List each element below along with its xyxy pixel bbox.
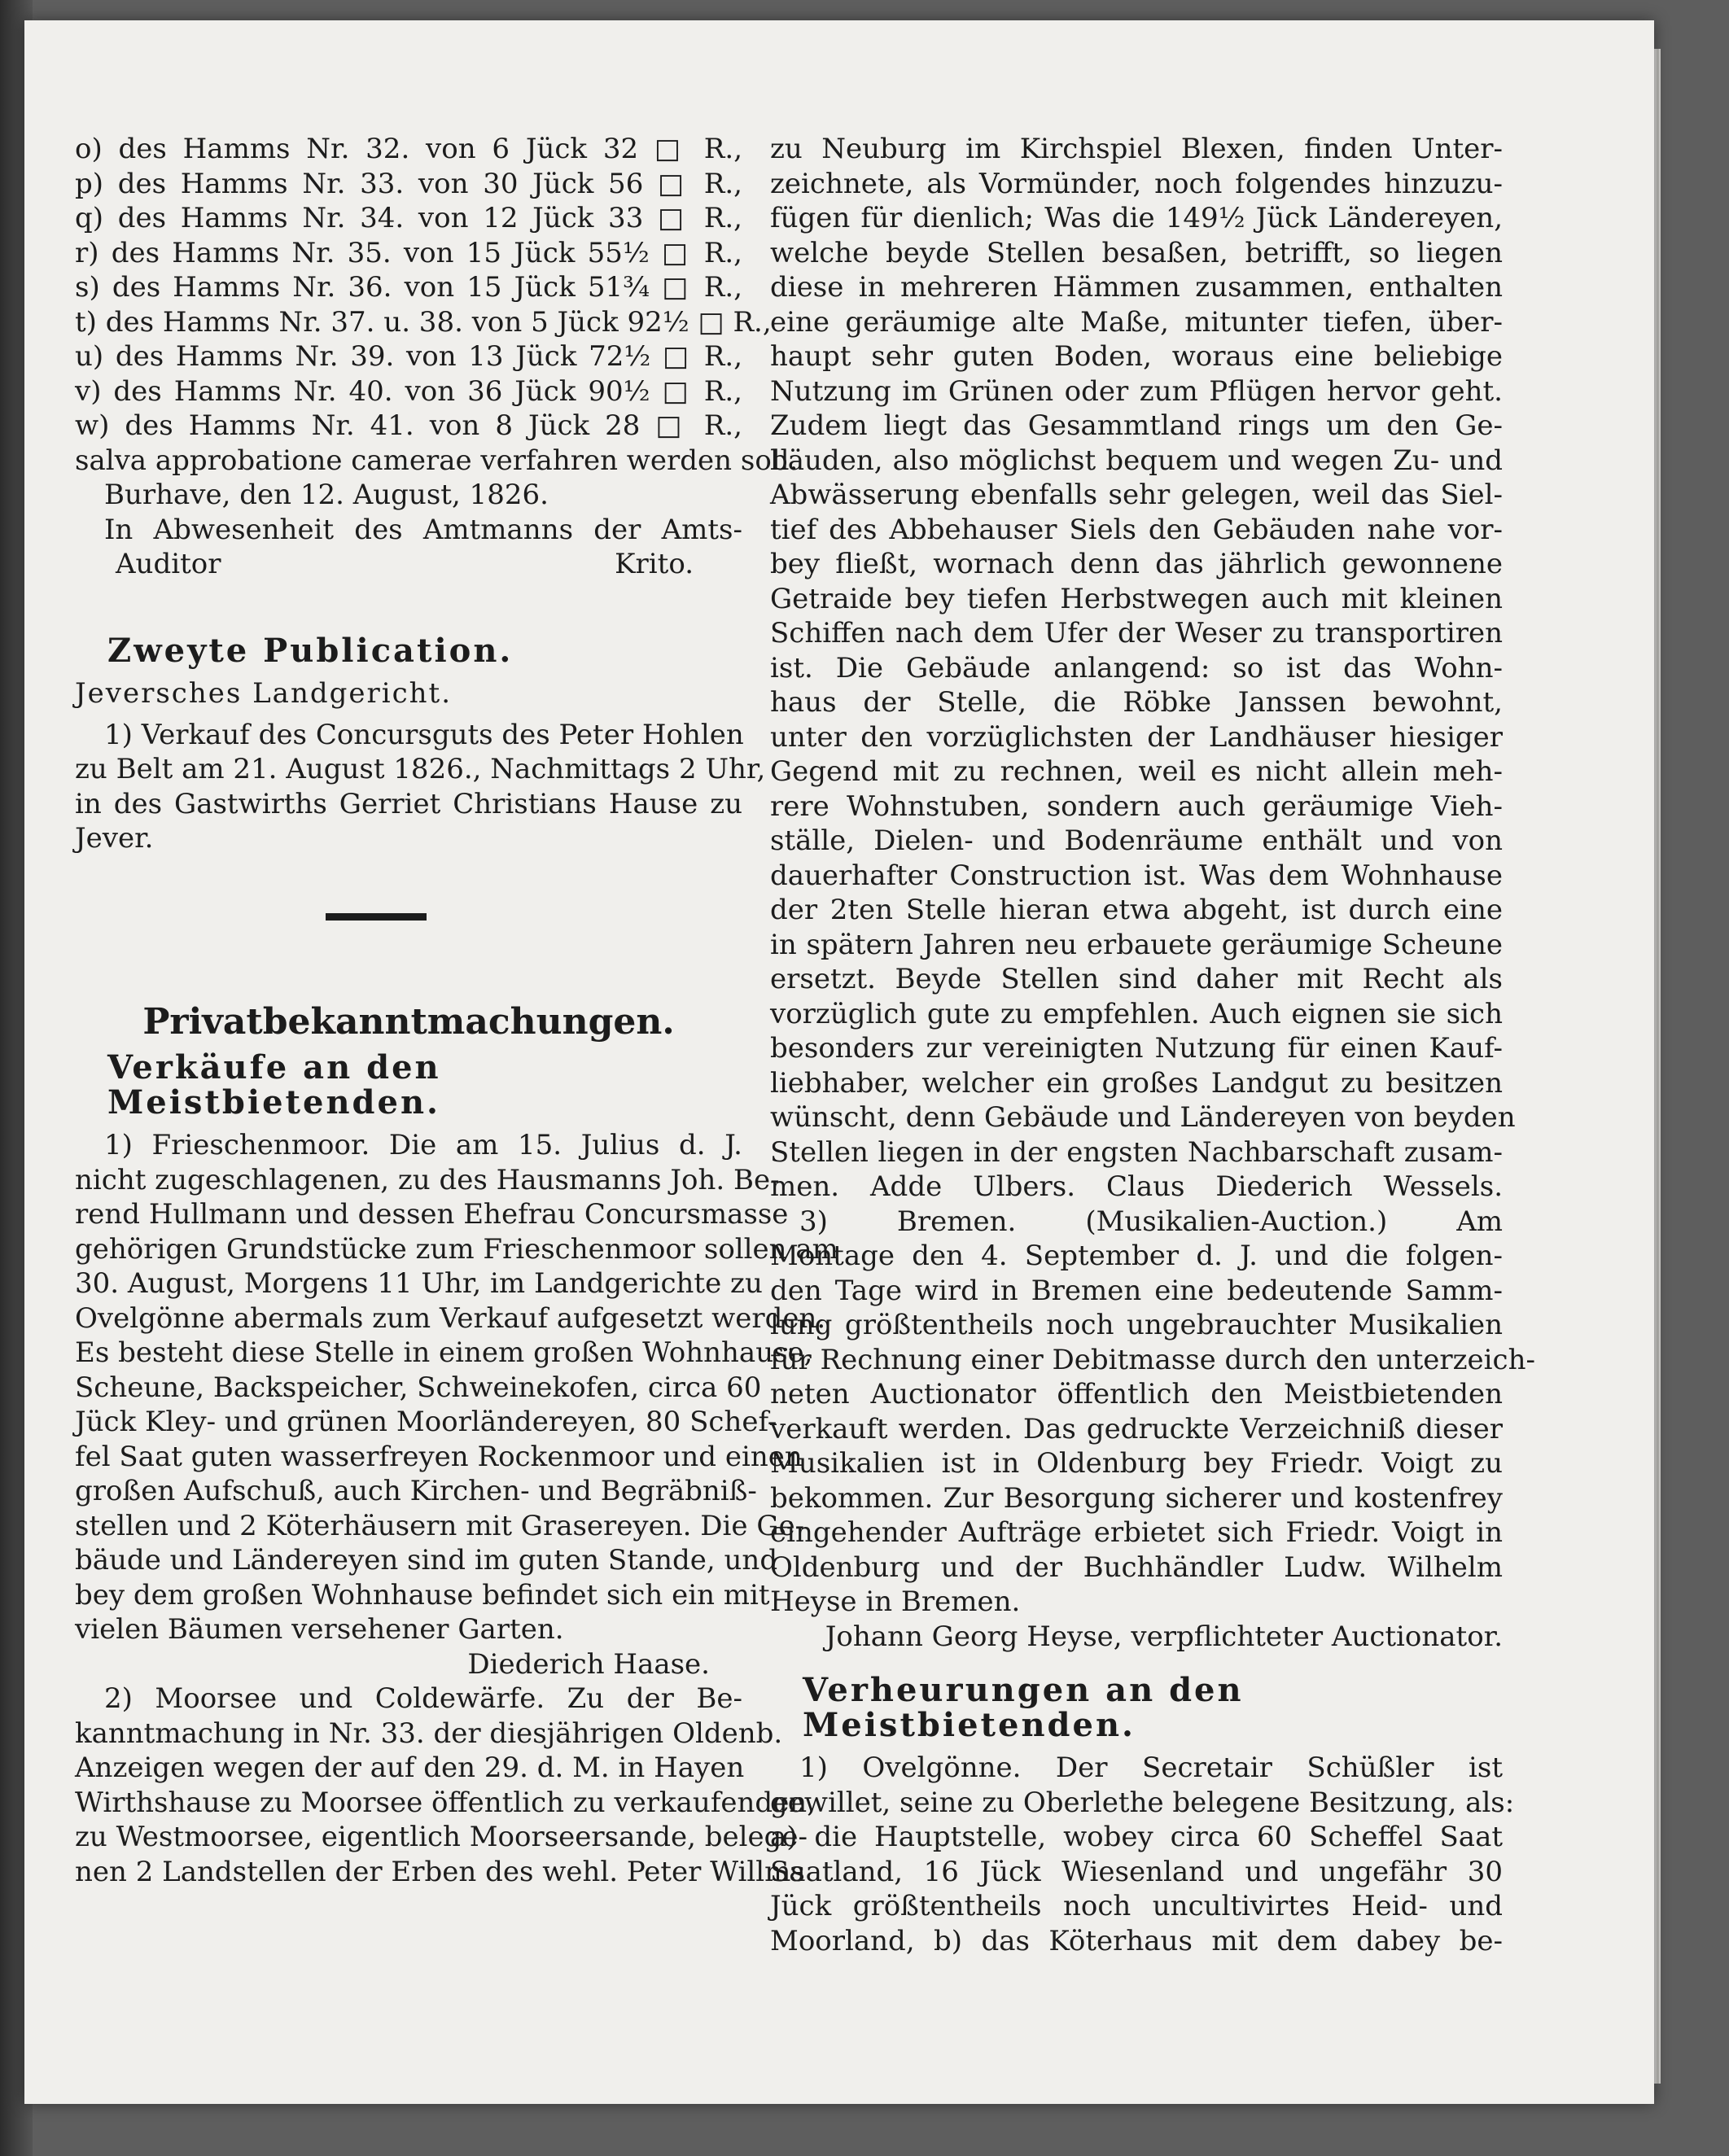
list-item: s) des Hamms Nr. 36. von 15 Jück 51¾ □ R., bbox=[75, 271, 742, 304]
text-line: kanntmachung in Nr. 33. der diesjährigen Oldenb. bbox=[75, 1716, 783, 1750]
item-frieschenmoor bbox=[75, 1128, 838, 1647]
lease-title: Verheurungen an den Meistbietenden. bbox=[803, 1671, 1244, 1744]
text-line: verkauft werden. Das gedruckte Verzeichniß dieser bbox=[770, 1412, 1503, 1445]
text-line: besonders zur vereinigten Nutzung für einen Kauf- bbox=[770, 1032, 1503, 1065]
sale-notice bbox=[75, 718, 766, 856]
list-item: p) des Hamms Nr. 33. von 30 Jück 56 □ R., bbox=[75, 167, 742, 200]
text-line: nen 2 Landstellen der Erben des wehl. Peter Willms bbox=[75, 1855, 805, 1888]
text-line: Ovelgönne abermals zum Verkauf aufgesetzt werden. bbox=[75, 1301, 826, 1335]
text-line: Musikalien ist in Oldenburg bey Friedr. Voigt zu bbox=[770, 1447, 1503, 1480]
list-item: r) des Hamms Nr. 35. von 15 Jück 55½ □ R., bbox=[75, 236, 742, 269]
text-line: zu Westmoorsee, eigentlich Moorseersande, belege- bbox=[75, 1821, 808, 1853]
text-line: wünscht, denn Gebäude und Ländereyen von beyden bbox=[770, 1101, 1516, 1134]
text-line: ställe, Dielen- und Bodenräume enthält und von bbox=[770, 824, 1503, 857]
text-line: gewillet, seine zu Oberlethe belegene Besitzung, als: bbox=[770, 1786, 1515, 1819]
text-line: Getraide bey tiefen Herbstwegen auch mit kleinen bbox=[770, 582, 1503, 615]
text-line: Heyse in Bremen. bbox=[770, 1585, 1021, 1618]
text-line: Schiffen nach dem Ufer der Weser zu transportiren bbox=[770, 617, 1503, 649]
text-line: bekommen. Zur Besorgung sicherer und kostenfrey bbox=[770, 1481, 1503, 1515]
text-line: men. Adde Ulbers. Claus Diederich Wessels. bbox=[770, 1170, 1503, 1203]
list-item: u) des Hamms Nr. 39. von 13 Jück 72½ □ R., bbox=[75, 340, 742, 373]
list-item: w) des Hamms Nr. 41. von 8 Jück 28 □ R., bbox=[75, 409, 742, 442]
text-line: großen Aufschuß, auch Kirchen- und Begräbniß- bbox=[75, 1475, 757, 1507]
text-line: vorzüglich gute zu empfehlen. Auch eignen sie sich bbox=[770, 997, 1503, 1030]
text-line: Gegend mit zu rechnen, weil es nicht allein meh- bbox=[770, 755, 1503, 788]
text-line: eine geräumige alte Maße, mitunter tiefen, über- bbox=[770, 305, 1503, 339]
text-line: haus der Stelle, die Röbke Janssen bewohnt, bbox=[770, 686, 1503, 719]
sales-subtitle: Verkäufe an den Meistbietenden. bbox=[107, 1048, 441, 1122]
item-bremen-auction bbox=[770, 1205, 1535, 1620]
text-line: Jück Kley- und grünen Moorländereyen, 80 Schef- bbox=[75, 1406, 777, 1438]
text-line: für Rechnung einer Debitmasse durch den unterzeich- bbox=[770, 1343, 1535, 1376]
text-line: unter den vorzüglichsten der Landhäuser hiesiger bbox=[770, 720, 1503, 754]
signature-haase: Diederich Haase. bbox=[467, 1647, 710, 1681]
text-line: Moorland, b) das Köterhaus mit dem dabey be- bbox=[770, 1924, 1503, 1957]
text-line: rend Hullmann und dessen Ehefrau Concursmasse bbox=[75, 1198, 789, 1231]
text-line: 30. August, Morgens 11 Uhr, im Landgerichte zu bbox=[75, 1267, 763, 1300]
hamm-list bbox=[75, 132, 799, 478]
item-moorsee bbox=[75, 1682, 816, 1889]
text-line: a) die Hauptstelle, wobey circa 60 Scheffel Saat bbox=[770, 1821, 1503, 1853]
text-line: ist. Die Gebäude anlangend: so ist das Wohn- bbox=[770, 651, 1503, 684]
text-line: 1) Ovelgönne. Der Secretair Schüßler ist bbox=[799, 1751, 1503, 1784]
list-item: t) des Hamms Nr. 37. u. 38. von 5 Jück 92½ □ R., bbox=[75, 305, 772, 339]
text-line: bäude und Ländereyen sind im guten Stande, und bbox=[75, 1544, 778, 1577]
absence-note: In Abwesenheit des Amtmanns der Amts- bbox=[104, 513, 742, 546]
place-date: Burhave, den 12. August, 1826. bbox=[104, 479, 549, 511]
item-moorsee-continued bbox=[770, 132, 1516, 1205]
text-line: 2) Moorsee und Coldewärfe. Zu der Be- bbox=[104, 1682, 742, 1715]
list-item: o) des Hamms Nr. 32. von 6 Jück 32 □ R., bbox=[75, 133, 742, 165]
auditor-name: Krito. bbox=[615, 548, 694, 580]
text-line: den Tage wird in Bremen eine bedeutende Samm- bbox=[770, 1274, 1503, 1307]
text-line: stellen und 2 Köterhäusern mit Grasereyen. Die Ge- bbox=[75, 1509, 805, 1542]
right-column bbox=[770, 132, 1535, 1958]
text-line: zu Belt am 21. August 1826., Nachmittags 2 Uhr, bbox=[75, 753, 766, 785]
text-line: Wirthshause zu Moorsee öffentlich zu verkaufenden, bbox=[75, 1786, 816, 1819]
text-line: liebhaber, welcher ein großes Landgut zu besitzen bbox=[770, 1066, 1503, 1100]
text-line: Jück größtentheils noch uncultivirtes Heid- und bbox=[770, 1890, 1503, 1922]
list-item: q) des Hamms Nr. 34. von 12 Jück 33 □ R., bbox=[75, 202, 742, 234]
text-line: zeichnete, als Vormünder, noch folgendes hinzuzu- bbox=[770, 167, 1503, 200]
text-line: 1) Verkauf des Concursguts des Peter Hohlen bbox=[104, 718, 744, 751]
text-line: Scheune, Backspeicher, Schweinekofen, circa 60 bbox=[75, 1371, 762, 1404]
text-line: ersetzt. Beyde Stellen sind daher mit Recht als bbox=[770, 963, 1503, 995]
section-divider bbox=[326, 913, 427, 921]
text-line: eingehender Aufträge erbietet sich Friedr. Voigt in bbox=[770, 1516, 1503, 1549]
text-line: diese in mehreren Hämmen zusammen, enthalten bbox=[770, 271, 1503, 304]
text-line: rere Wohnstuben, sondern auch geräumige Vieh- bbox=[770, 789, 1503, 823]
text-line: bey dem großen Wohnhause befindet sich ein mit bbox=[75, 1578, 770, 1612]
second-publication-title: Zweyte Publication. bbox=[107, 631, 514, 670]
text-line: lung größtentheils noch ungebrauchter Musikalien bbox=[770, 1309, 1503, 1341]
private-announcements-title: Privatbekanntmachungen. bbox=[142, 1000, 675, 1043]
text-line: fügen für dienlich; Was die 149½ Jück Ländereyen, bbox=[770, 202, 1503, 234]
text-line: in spätern Jahren neu erbauete geräumige Scheune bbox=[770, 928, 1503, 961]
text-line: Jever. bbox=[75, 822, 154, 855]
auditor-signature bbox=[75, 547, 742, 582]
text-line: Saatland, 16 Jück Wiesenland und ungefähr 30 bbox=[770, 1855, 1503, 1888]
text-line: nicht zugeschlagenen, zu des Hausmanns Joh. Be- bbox=[75, 1163, 780, 1196]
text-line: Stellen liegen in der engsten Nachbarschaft zusam- bbox=[770, 1135, 1503, 1169]
left-column bbox=[75, 132, 838, 1889]
item-ovelgoenne bbox=[770, 1751, 1515, 1958]
text-line: Es besteht diese Stelle in einem großen Wohnhause, bbox=[75, 1336, 813, 1369]
text-line: Oldenburg und der Buchhändler Ludw. Wilhelm bbox=[770, 1550, 1503, 1584]
text-line: Anzeigen wegen der auf den 29. d. M. in Hayen bbox=[75, 1751, 745, 1784]
document-page bbox=[24, 20, 1654, 2104]
text-line: Abwässerung ebenfalls sehr gelegen, weil das Siel- bbox=[770, 479, 1503, 511]
text-line: Nutzung im Grünen oder zum Pflügen hervor geht. bbox=[770, 374, 1503, 408]
auditor-label: Auditor bbox=[116, 548, 221, 580]
text-line: in des Gastwirths Gerriet Christians Hause zu bbox=[75, 787, 742, 820]
text-line: bey fließt, wornach denn das jährlich gewonnene bbox=[770, 548, 1503, 580]
text-line: dauerhafter Construction ist. Was dem Wohnhause bbox=[770, 859, 1503, 892]
text-line: fel Saat guten wasserfreyen Rockenmoor und einen bbox=[75, 1440, 803, 1473]
list-item: v) des Hamms Nr. 40. von 36 Jück 90½ □ R., bbox=[75, 374, 742, 408]
text-line: bäuden, also möglichst bequem und wegen Zu- und bbox=[770, 444, 1503, 477]
text-line: tief des Abbehauser Siels den Gebäuden nahe vor- bbox=[770, 513, 1503, 546]
text-line: haupt sehr guten Boden, woraus eine beliebige bbox=[770, 340, 1503, 373]
text-line: zu Neuburg im Kirchspiel Blexen, finden Unter- bbox=[770, 133, 1503, 165]
list-item: salva approbatione camerae verfahren werden soll. bbox=[75, 444, 799, 477]
text-line: Zudem liegt das Gesammtland rings um den Ge- bbox=[770, 409, 1503, 442]
text-line: gehörigen Grundstücke zum Frieschenmoor sollen am bbox=[75, 1232, 838, 1266]
text-line: 3) Bremen. (Musikalien-Auction.) Am bbox=[799, 1205, 1503, 1238]
court-name: Jeversches Landgericht. bbox=[75, 677, 453, 710]
text-line: vielen Bäumen versehener Garten. bbox=[75, 1613, 564, 1646]
text-line: 1) Frieschenmoor. Die am 15. Julius d. J. bbox=[104, 1129, 742, 1161]
text-line: Montage den 4. September d. J. und die folgen- bbox=[770, 1240, 1503, 1272]
text-line: der 2ten Stelle hieran etwa abgeht, ist durch eine bbox=[770, 894, 1503, 926]
text-line: welche beyde Stellen besaßen, betrifft, so liegen bbox=[770, 236, 1503, 269]
signature-heyse: Johann Georg Heyse, verpflichteter Auctionator. bbox=[825, 1620, 1503, 1653]
text-line: neten Auctionator öffentlich den Meistbietenden bbox=[770, 1378, 1503, 1410]
